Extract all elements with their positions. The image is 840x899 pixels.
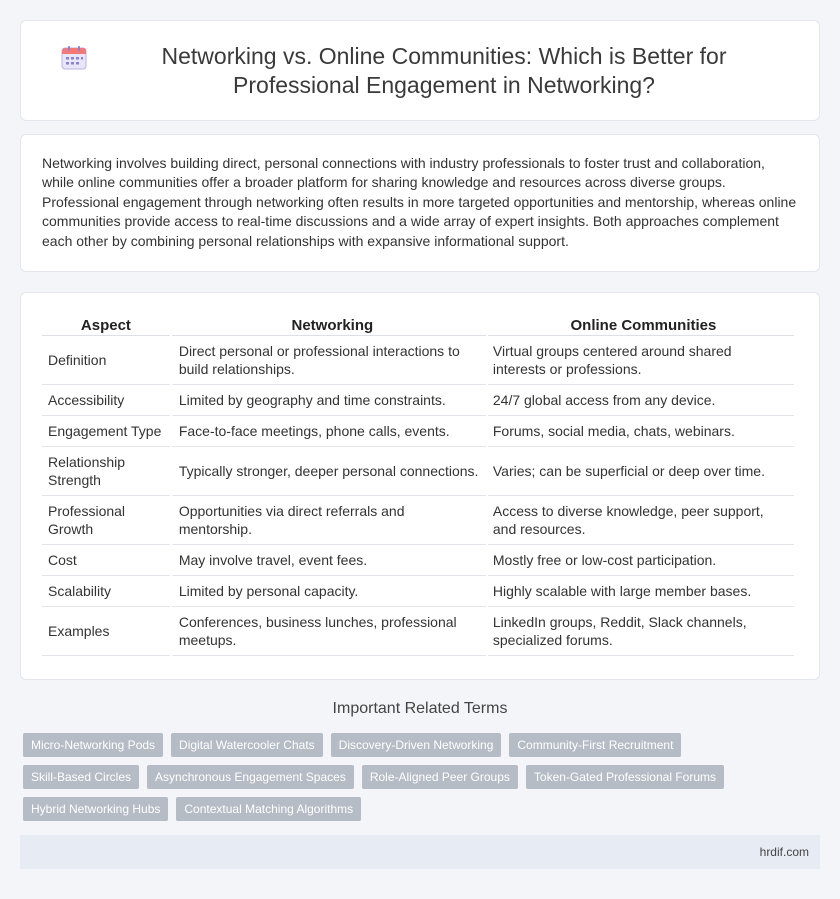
page-title: Networking vs. Online Communities: Which is Better for Professional Engagement in Networking? xyxy=(161,42,727,98)
row-networking: Opportunities via direct referrals and mentorship. xyxy=(172,496,486,545)
header-aspect: Aspect xyxy=(42,313,170,336)
table-row xyxy=(42,496,794,545)
footer-site-link[interactable]: hrdif.com xyxy=(759,845,809,859)
related-terms-list xyxy=(23,733,813,829)
table-row xyxy=(42,336,794,385)
related-term-tag[interactable]: Skill-Based Circles xyxy=(23,765,139,789)
header-networking: Networking xyxy=(172,313,486,336)
related-term-tag[interactable]: Role-Aligned Peer Groups xyxy=(362,765,518,789)
row-networking: Direct personal or professional interactions to build relationships. xyxy=(172,336,486,385)
table-row xyxy=(42,576,794,607)
related-term-tag[interactable]: Community-First Recruitment xyxy=(509,733,681,757)
row-aspect: Definition xyxy=(42,336,170,385)
table-row xyxy=(42,447,794,496)
related-term-tag[interactable]: Micro-Networking Pods xyxy=(23,733,163,757)
table-row xyxy=(42,545,794,576)
row-aspect: Cost xyxy=(42,545,170,576)
row-aspect: Accessibility xyxy=(42,385,170,416)
row-aspect: Examples xyxy=(42,607,170,656)
row-aspect: Engagement Type xyxy=(42,416,170,447)
row-online: Mostly free or low-cost participation. xyxy=(488,545,794,576)
intro-card xyxy=(20,134,820,272)
table-row xyxy=(42,385,794,416)
row-networking: Typically stronger, deeper personal connections. xyxy=(172,447,486,496)
comparison-table xyxy=(40,313,796,656)
row-online: Varies; can be superficial or deep over time. xyxy=(488,447,794,496)
row-networking: Limited by geography and time constraints. xyxy=(172,385,486,416)
row-online: LinkedIn groups, Reddit, Slack channels, specialized forums. xyxy=(488,607,794,656)
table-header-row xyxy=(42,313,794,336)
calendar-icon xyxy=(61,45,87,71)
row-networking: Conferences, business lunches, professional meetups. xyxy=(172,607,486,656)
row-aspect: Relationship Strength xyxy=(42,447,170,496)
row-networking: May involve travel, event fees. xyxy=(172,545,486,576)
footer xyxy=(20,835,820,869)
title-card xyxy=(20,20,820,121)
title-wrap xyxy=(21,21,819,120)
row-online: Virtual groups centered around shared interests or professions. xyxy=(488,336,794,385)
row-networking: Limited by personal capacity. xyxy=(172,576,486,607)
row-online: Highly scalable with large member bases. xyxy=(488,576,794,607)
table-row xyxy=(42,416,794,447)
related-term-tag[interactable]: Discovery-Driven Networking xyxy=(331,733,502,757)
row-online: Forums, social media, chats, webinars. xyxy=(488,416,794,447)
row-networking: Face-to-face meetings, phone calls, events. xyxy=(172,416,486,447)
related-term-tag[interactable]: Hybrid Networking Hubs xyxy=(23,797,168,821)
row-online: Access to diverse knowledge, peer support, and resources. xyxy=(488,496,794,545)
row-aspect: Professional Growth xyxy=(42,496,170,545)
related-term-tag[interactable]: Token-Gated Professional Forums xyxy=(526,765,724,789)
comparison-card xyxy=(20,292,820,680)
row-aspect: Scalability xyxy=(42,576,170,607)
related-terms-heading: Important Related Terms xyxy=(332,700,508,717)
intro-paragraph: Networking involves building direct, personal connections with industry professionals to foster trust and collaboration, while online communities offer a broader platform for sharing knowledge and resources across diverse groups. Professional engagement through networking often results in more targeted opportunities and mentorship, whereas online communities provide access to real-time discussions and a wide array of expert insights. Both approaches complement each other by combining personal relationships with expansive informational support. xyxy=(42,155,797,249)
row-online: 24/7 global access from any device. xyxy=(488,385,794,416)
related-term-tag[interactable]: Asynchronous Engagement Spaces xyxy=(147,765,354,789)
table-row xyxy=(42,607,794,656)
related-term-tag[interactable]: Digital Watercooler Chats xyxy=(171,733,323,757)
header-online-communities: Online Communities xyxy=(488,313,794,336)
related-term-tag[interactable]: Contextual Matching Algorithms xyxy=(176,797,361,821)
